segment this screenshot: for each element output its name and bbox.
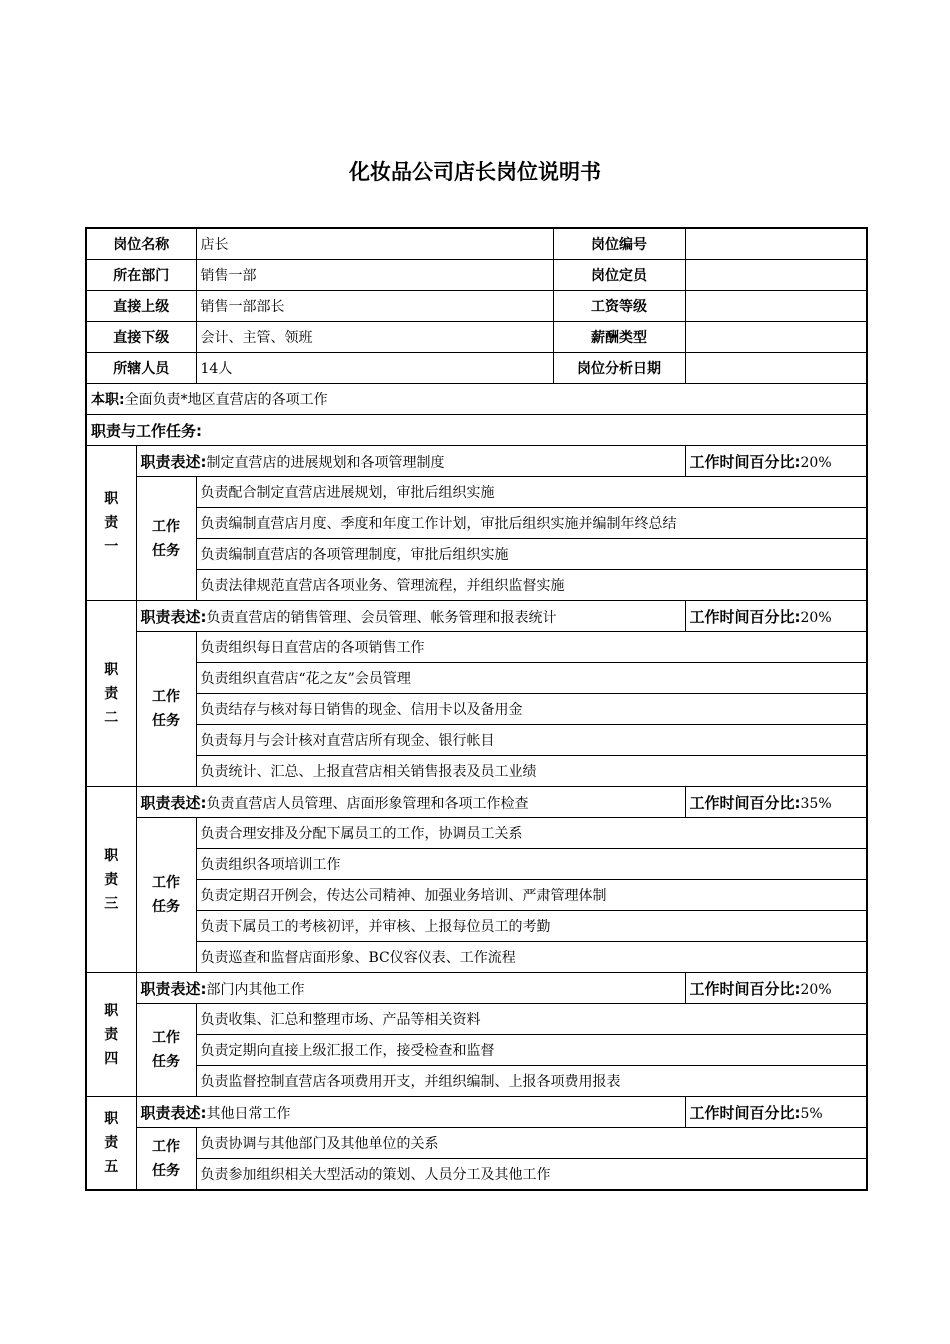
task-row xyxy=(86,539,867,570)
info-value: 店长 xyxy=(196,228,553,260)
duties-header-row xyxy=(86,415,867,446)
task-label-line: 工作 xyxy=(152,1138,180,1155)
task-label xyxy=(136,1004,196,1097)
info-value: 销售一部 xyxy=(196,260,553,291)
info-value-2 xyxy=(685,353,867,384)
task-row xyxy=(86,694,867,725)
info-label: 直接下级 xyxy=(86,322,196,353)
info-value-2 xyxy=(685,322,867,353)
job-description-table xyxy=(85,227,868,1191)
task-text: 负责编制直营店月度、季度和年度工作计划，审批后组织实施并编制年终总结 xyxy=(196,508,867,539)
info-value-2 xyxy=(685,260,867,291)
task-row xyxy=(86,880,867,911)
info-value: 会计、主管、领班 xyxy=(196,322,553,353)
duty-statement-row xyxy=(86,787,867,818)
info-label-2: 岗位分析日期 xyxy=(553,353,685,384)
duty-percentage xyxy=(685,973,867,1004)
task-text: 负责合理安排及分配下属员工的工作，协调员工关系 xyxy=(196,818,867,849)
duty-side-label xyxy=(86,601,136,787)
info-row xyxy=(86,228,867,260)
task-label-line: 任务 xyxy=(152,713,180,729)
duty-statement xyxy=(136,601,685,632)
duty-side-char: 五 xyxy=(104,1159,119,1175)
statement-label: 职责表述: xyxy=(140,607,207,626)
duty-percentage xyxy=(685,601,867,632)
task-text: 负责结存与核对每日销售的现金、信用卡以及备用金 xyxy=(196,694,867,725)
task-label-line: 工作 xyxy=(152,689,180,705)
info-label: 岗位名称 xyxy=(86,228,196,260)
info-label-2: 工资等级 xyxy=(553,291,685,322)
duty-statement-row xyxy=(86,973,867,1004)
duty-side-char: 一 xyxy=(104,539,119,555)
duty-side-label xyxy=(86,446,136,601)
percentage-value: 20% xyxy=(800,981,832,998)
duty-side-label xyxy=(86,1097,136,1191)
task-text: 负责组织直营店“花之友”会员管理 xyxy=(196,663,867,694)
task-row xyxy=(86,632,867,663)
duty-side-char: 职 xyxy=(104,1111,119,1127)
task-text: 负责组织每日直营店的各项销售工作 xyxy=(196,632,867,663)
duty-side-char: 职 xyxy=(104,491,119,507)
percentage-value: 20% xyxy=(800,609,832,626)
task-text: 负责下属员工的考核初评，并审核、上报每位员工的考勤 xyxy=(196,911,867,942)
info-label: 所在部门 xyxy=(86,260,196,291)
duty-side-char: 责 xyxy=(104,685,119,702)
percentage-label: 工作时间百分比: xyxy=(689,979,801,998)
task-text: 负责监督控制直营店各项费用开支，并组织编制、上报各项费用报表 xyxy=(196,1066,867,1097)
duty-statement-row xyxy=(86,1097,867,1128)
info-value: 14人 xyxy=(196,353,553,384)
duty-statement xyxy=(136,973,685,1004)
task-label xyxy=(136,818,196,973)
task-label-line: 任务 xyxy=(152,899,180,915)
task-label-line: 任务 xyxy=(152,1162,180,1179)
duties-header: 职责与工作任务: xyxy=(86,415,867,446)
task-row xyxy=(86,477,867,508)
task-text: 负责编制直营店的各项管理制度，审批后组织实施 xyxy=(196,539,867,570)
task-row xyxy=(86,725,867,756)
duty-side-label xyxy=(86,973,136,1097)
info-row xyxy=(86,260,867,291)
duty-statement xyxy=(136,446,685,477)
percentage-value: 5% xyxy=(800,1105,823,1122)
task-label xyxy=(136,1128,196,1191)
task-row xyxy=(86,1159,867,1191)
task-text: 负责配合制定直营店进展规划，审批后组织实施 xyxy=(196,477,867,508)
duty-percentage xyxy=(685,446,867,477)
duty-side-char: 责 xyxy=(104,1026,119,1043)
task-row xyxy=(86,1128,867,1159)
duty-percentage xyxy=(685,1097,867,1128)
task-text: 负责参加组织相关大型活动的策划、人员分工及其他工作 xyxy=(196,1159,867,1191)
info-value-2 xyxy=(685,291,867,322)
duty-statement-row xyxy=(86,601,867,632)
percentage-label: 工作时间百分比: xyxy=(689,1103,801,1122)
duty-side-char: 四 xyxy=(104,1050,119,1067)
info-value-2 xyxy=(685,228,867,260)
info-row xyxy=(86,322,867,353)
task-text: 负责收集、汇总和整理市场、产品等相关资料 xyxy=(196,1004,867,1035)
percentage-value: 20% xyxy=(800,454,832,471)
info-label: 所辖人员 xyxy=(86,353,196,384)
task-text: 负责巡查和监督店面形象、BC仪容仪表、工作流程 xyxy=(196,942,867,973)
statement-text: 部门内其他工作 xyxy=(206,981,305,998)
duty-side-char: 责 xyxy=(104,515,119,531)
task-label-line: 任务 xyxy=(152,1054,180,1070)
task-row xyxy=(86,1066,867,1097)
task-row xyxy=(86,756,867,787)
task-label xyxy=(136,632,196,787)
task-row xyxy=(86,1004,867,1035)
statement-text: 其他日常工作 xyxy=(206,1105,291,1122)
info-label-2: 岗位定员 xyxy=(553,260,685,291)
duty-side-char: 职 xyxy=(104,661,119,678)
duty-statement xyxy=(136,1097,685,1128)
task-label-line: 任务 xyxy=(152,542,180,559)
statement-label: 职责表述: xyxy=(140,979,207,998)
task-text: 负责定期召开例会，传达公司精神、加强业务培训、严肃管理体制 xyxy=(196,880,867,911)
task-row xyxy=(86,570,867,601)
statement-text: 制定直营店的进展规划和各项管理制度 xyxy=(206,454,445,471)
statement-text: 负责直营店的销售管理、会员管理、帐务管理和报表统计 xyxy=(206,609,557,626)
info-row xyxy=(86,291,867,322)
duty-side-char: 三 xyxy=(104,895,119,912)
info-row xyxy=(86,353,867,384)
task-text: 负责定期向直接上级汇报工作，接受检查和监督 xyxy=(196,1035,867,1066)
duty-side-char: 责 xyxy=(104,1135,119,1151)
statement-text: 负责直营店人员管理、店面形象管理和各项工作检查 xyxy=(206,795,529,812)
info-label: 直接上级 xyxy=(86,291,196,322)
task-label-line: 工作 xyxy=(152,875,180,891)
page-title: 化妆品公司店长岗位说明书 xyxy=(349,160,601,184)
percentage-label: 工作时间百分比: xyxy=(689,793,801,812)
task-text: 负责组织各项培训工作 xyxy=(196,849,867,880)
task-label xyxy=(136,477,196,601)
duty-side-char: 责 xyxy=(104,871,119,888)
duty-side-char: 二 xyxy=(104,709,119,726)
task-text: 负责统计、汇总、上报直营店相关销售报表及员工业绩 xyxy=(196,756,867,787)
info-value: 销售一部部长 xyxy=(196,291,553,322)
task-row xyxy=(86,818,867,849)
statement-label: 职责表述: xyxy=(140,1103,207,1122)
info-label-2: 岗位编号 xyxy=(553,228,685,260)
percentage-value: 35% xyxy=(800,795,832,812)
task-text: 负责协调与其他部门及其他单位的关系 xyxy=(196,1128,867,1159)
task-label-line: 工作 xyxy=(152,518,180,535)
statement-label: 职责表述: xyxy=(140,793,207,812)
duty-statement xyxy=(136,787,685,818)
info-label-2: 薪酬类型 xyxy=(553,322,685,353)
task-row xyxy=(86,942,867,973)
task-text: 负责法律规范直营店各项业务、管理流程，并组织监督实施 xyxy=(196,570,867,601)
summary-row xyxy=(86,384,867,415)
statement-label: 职责表述: xyxy=(140,452,207,471)
task-row xyxy=(86,663,867,694)
percentage-label: 工作时间百分比: xyxy=(689,607,801,626)
task-label-line: 工作 xyxy=(152,1030,180,1046)
duty-side-label xyxy=(86,787,136,973)
task-row xyxy=(86,911,867,942)
summary-text: 全面负责*地区直营店的各项工作 xyxy=(124,392,328,408)
summary-label: 本职: xyxy=(91,392,125,408)
duty-percentage xyxy=(685,787,867,818)
task-text: 负责每月与会计核对直营店所有现金、银行帐目 xyxy=(196,725,867,756)
task-row xyxy=(86,1035,867,1066)
duty-side-char: 职 xyxy=(104,847,119,864)
task-row xyxy=(86,849,867,880)
duty-statement-row xyxy=(86,446,867,477)
percentage-label: 工作时间百分比: xyxy=(689,452,801,471)
duty-side-char: 职 xyxy=(104,1002,119,1019)
summary-cell xyxy=(86,384,867,415)
task-row xyxy=(86,508,867,539)
